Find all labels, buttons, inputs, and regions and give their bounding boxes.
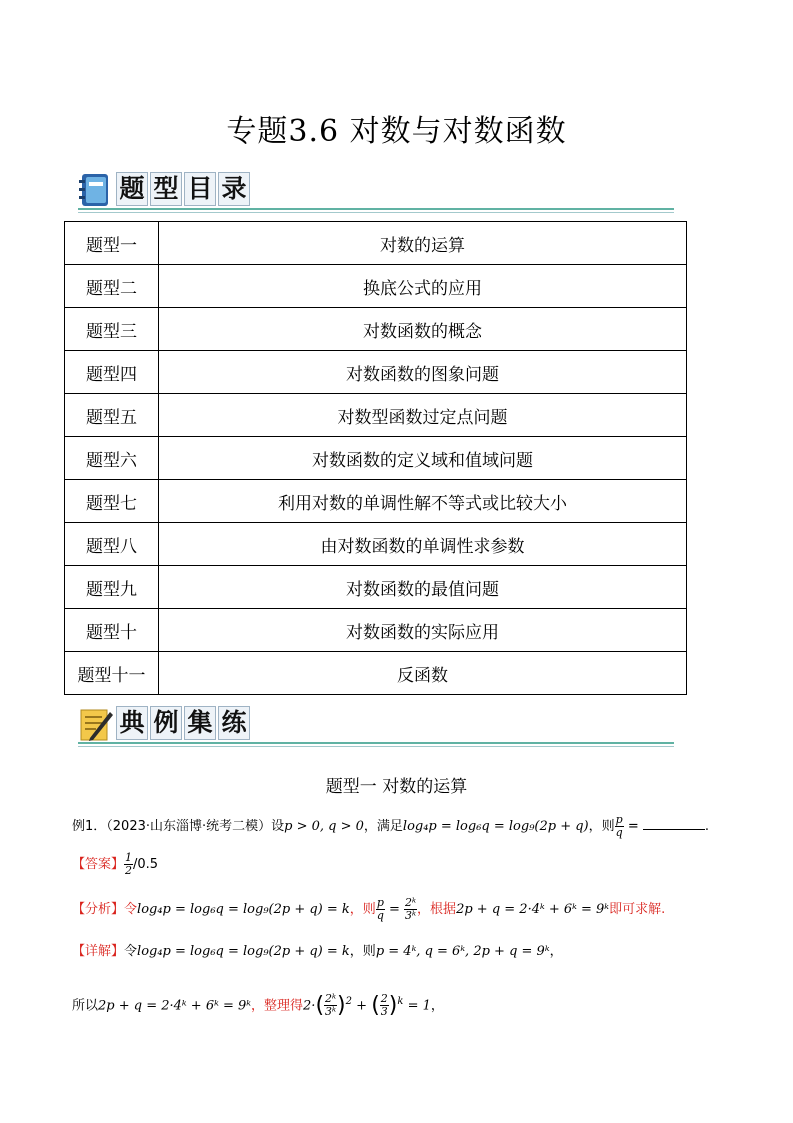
detail-tag: 【详解】 xyxy=(72,944,125,959)
toc-label: 题型三 xyxy=(65,308,159,351)
pencil-paper-icon xyxy=(78,706,114,742)
fraction: $\frac{p}{q}$ xyxy=(376,896,384,922)
table-row xyxy=(65,222,687,265)
detail-equation: log₄p = log₆q = log₉(2p + q) = k xyxy=(137,944,350,959)
header-rule xyxy=(78,208,674,210)
answer-line xyxy=(72,852,158,877)
detail-text: ， xyxy=(549,944,563,959)
detail-equation: p = 4ᵏ, q = 6ᵏ, 2p + q = 9ᵏ xyxy=(375,944,550,959)
toc-topic: 换底公式的应用 xyxy=(159,265,687,308)
paren: ( xyxy=(371,992,380,1018)
paren: ) xyxy=(337,992,346,1018)
detail-text: 所以 xyxy=(72,998,99,1014)
detail-text: 令 xyxy=(124,944,138,959)
fraction: $\frac{\text{2ᵏ}}{\text{3ᵏ}}$ xyxy=(325,992,337,1019)
answer-alt: /0.5 xyxy=(133,857,159,872)
toc-label: 题型九 xyxy=(65,566,159,609)
examples-header-label xyxy=(116,706,252,740)
toc-topic: 对数函数的实际应用 xyxy=(159,609,687,652)
toc-topic: 由对数函数的单调性求参数 xyxy=(159,523,687,566)
toc-topic: 对数函数的概念 xyxy=(159,308,687,351)
paren: ) xyxy=(388,992,398,1018)
analysis-text: ，则 xyxy=(349,902,376,917)
analysis-equation: log₄p = log₆q = log₉(2p + q) = k xyxy=(137,902,350,917)
header-char: 题 xyxy=(116,172,148,206)
toc-label: 题型二 xyxy=(65,265,159,308)
example-condition: p > 0, q > 0 xyxy=(284,819,364,834)
header-char: 目 xyxy=(184,172,216,206)
toc-topic: 反函数 xyxy=(159,652,687,695)
answer-blank xyxy=(643,817,705,830)
table-row xyxy=(65,609,687,652)
table-row xyxy=(65,265,687,308)
header-char: 典 xyxy=(116,706,148,740)
example-prefix: 例1．（2023·山东淄博·统考二模）设 xyxy=(72,819,285,834)
toc-topic: 对数函数的最值问题 xyxy=(159,566,687,609)
header-char: 例 xyxy=(150,706,182,740)
example-text: ，满足 xyxy=(363,819,403,834)
page-title: 专题3.6 对数与对数函数 xyxy=(226,114,567,149)
toc-topic: 对数函数的定义域和值域问题 xyxy=(159,437,687,480)
detail-text: ， xyxy=(430,998,444,1014)
analysis-text: ，根据 xyxy=(417,902,457,917)
analysis-text: = xyxy=(384,902,405,917)
analysis-text: 令 xyxy=(124,902,138,917)
toc-label: 题型一 xyxy=(65,222,159,265)
toc-topic: 对数型函数过定点问题 xyxy=(159,394,687,437)
toc-label: 题型十 xyxy=(65,609,159,652)
toc-topic: 利用对数的单调性解不等式或比较大小 xyxy=(159,480,687,523)
analysis-equation: 2p + q = 2·4ᵏ + 6ᵏ = 9ᵏ xyxy=(456,902,610,917)
example-text: ，则 xyxy=(588,819,615,834)
example-equation: log₄p = log₆q = log₉(2p + q) xyxy=(402,819,589,834)
header-rule xyxy=(78,212,674,213)
detail-equation: + xyxy=(352,998,372,1014)
detail-text: ，则 xyxy=(349,944,376,959)
toc-label: 题型四 xyxy=(65,351,159,394)
toc-label: 题型八 xyxy=(65,523,159,566)
header-char: 集 xyxy=(184,706,216,740)
toc-header-label xyxy=(116,172,252,206)
fraction: $\frac{p}{q}$ xyxy=(615,813,623,839)
toc-label: 题型十一 xyxy=(65,652,159,695)
analysis-tag: 【分析】 xyxy=(72,902,125,917)
toc-label: 题型六 xyxy=(65,437,159,480)
fraction: $\frac{2}{3}$ xyxy=(380,992,388,1019)
detail-equation: = 1 xyxy=(403,998,431,1014)
table-row xyxy=(65,351,687,394)
toc-topic: 对数函数的图象问题 xyxy=(159,351,687,394)
example-1 xyxy=(72,814,709,839)
toc-label: 题型七 xyxy=(65,480,159,523)
fraction: $\frac{\text{2ᵏ}}{\text{3ᵏ}}$ xyxy=(405,896,417,922)
example-text: = xyxy=(623,819,639,834)
table-row xyxy=(65,523,687,566)
detail-equation: 2· xyxy=(303,998,316,1014)
paren: ( xyxy=(315,992,325,1018)
table-row xyxy=(65,308,687,351)
table-row xyxy=(65,480,687,523)
detail-text: ，整理得 xyxy=(251,998,304,1014)
section-title: 题型一 对数的运算 xyxy=(325,777,468,797)
analysis-line xyxy=(72,897,665,922)
toc-table xyxy=(64,221,687,695)
header-rule xyxy=(78,746,674,747)
exponent: 2 xyxy=(345,996,353,1007)
header-rule xyxy=(78,742,674,744)
header-char: 录 xyxy=(218,172,250,206)
table-row xyxy=(65,566,687,609)
notebook-icon xyxy=(78,172,114,208)
detail-line xyxy=(72,942,563,962)
fraction: $\frac{1}{2}$ xyxy=(125,851,133,877)
detail-equation: 2p + q = 2·4ᵏ + 6ᵏ = 9ᵏ xyxy=(98,998,252,1014)
table-row xyxy=(65,652,687,695)
example-text: . xyxy=(704,819,710,834)
table-row xyxy=(65,394,687,437)
table-row xyxy=(65,437,687,480)
toc-label: 题型五 xyxy=(65,394,159,437)
toc-topic: 对数的运算 xyxy=(159,222,687,265)
answer-tag: 【答案】 xyxy=(72,857,125,872)
header-char: 练 xyxy=(218,706,250,740)
exponent: k xyxy=(397,996,404,1007)
detail-line-2 xyxy=(72,992,444,1018)
analysis-text: 即可求解. xyxy=(609,902,666,917)
header-char: 型 xyxy=(150,172,182,206)
